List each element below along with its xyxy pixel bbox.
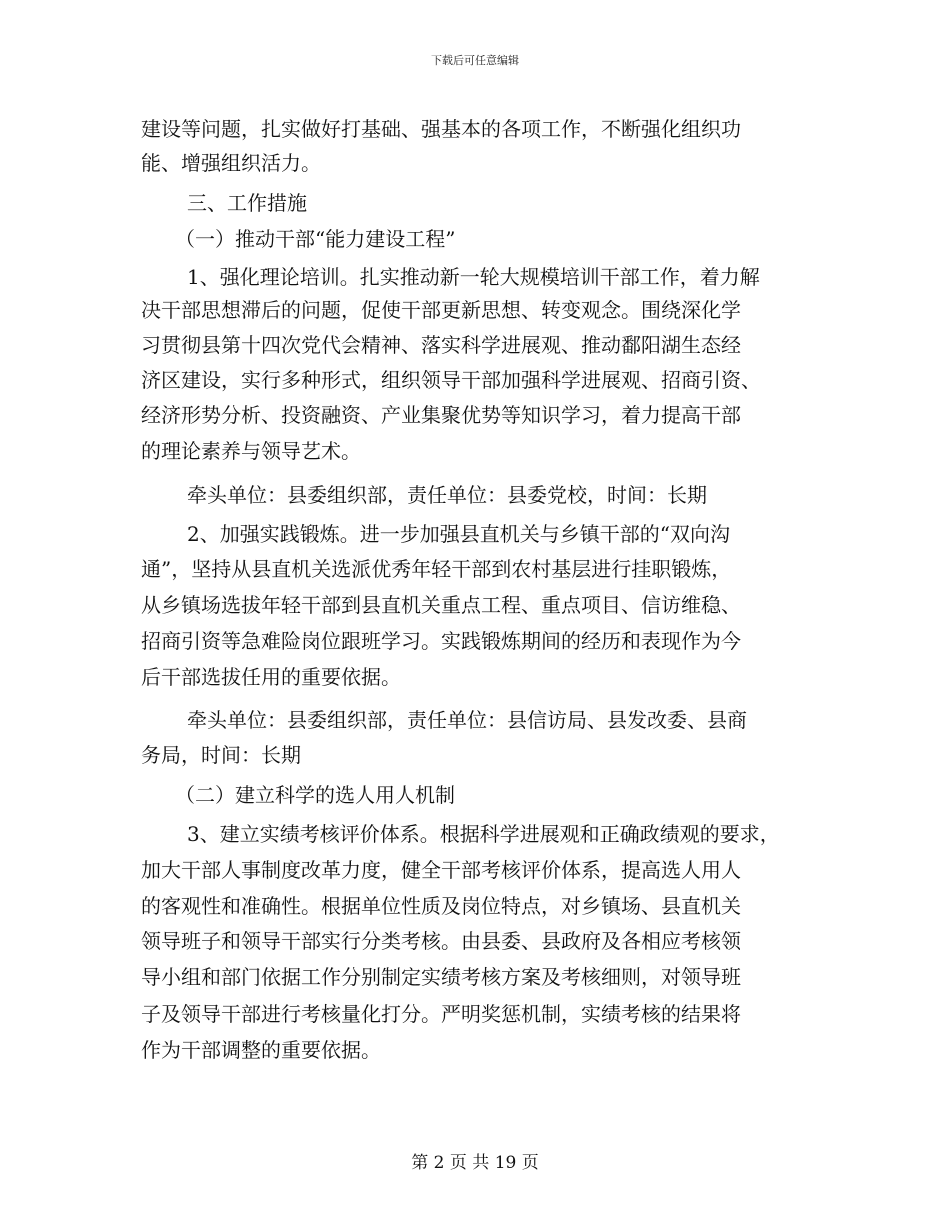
paragraph-line: 领导班子和领导干部实行分类考核。由县委、县政府及各相应考核领 bbox=[141, 929, 741, 953]
paragraph-line: 建设等问题，扎实做好打基础、强基本的各项工作，不断强化组织功 bbox=[141, 117, 741, 141]
paragraph-line: 经济形势分析、投资融资、产业集聚优势等知识学习，着力提高干部 bbox=[141, 403, 741, 427]
subsection-heading: （一）推动干部“能力建设工程” bbox=[175, 227, 456, 251]
paragraph-line: 作为干部调整的重要依据。 bbox=[141, 1038, 381, 1062]
paragraph-line: 从乡镇场选拔年轻干部到县直机关重点工程、重点项目、信访维稳、 bbox=[141, 593, 741, 617]
paragraph-line: 的理论素养与领导艺术。 bbox=[141, 439, 361, 463]
paragraph-line: 后干部选拔任用的重要依据。 bbox=[141, 665, 401, 689]
page-number-footer: 第 2 页 共 19 页 bbox=[411, 1153, 539, 1173]
responsibility-line: 牵头单位：县委组织部，责任单位：县信访局、县发改委、县商 bbox=[187, 708, 747, 732]
responsibility-line: 牵头单位：县委组织部，责任单位：县委党校，时间：长期 bbox=[187, 483, 707, 507]
paragraph-line: 导小组和部门依据工作分别制定实绩考核方案及考核细则，对领导班 bbox=[141, 965, 741, 989]
page-header: 下载后可任意编辑 bbox=[431, 54, 519, 67]
paragraph-line: 通”，坚持从县直机关选派优秀年轻干部到农村基层进行挂职锻炼， bbox=[141, 557, 732, 581]
paragraph-line: 习贯彻县第十四次党代会精神、落实科学进展观、推动鄱阳湖生态经 bbox=[141, 333, 741, 357]
paragraph-line: 子及领导干部进行考核量化打分。严明奖惩机制，实绩考核的结果将 bbox=[141, 1002, 741, 1026]
paragraph-line: 的客观性和准确性。根据单位性质及岗位特点，对乡镇场、县直机关 bbox=[141, 894, 741, 918]
paragraph-line: 决干部思想滞后的问题，促使干部更新思想、转变观念。围绕深化学 bbox=[141, 298, 741, 322]
paragraph-line: 招商引资等急难险岗位跟班学习。实践锻炼期间的经历和表现作为今 bbox=[141, 629, 741, 653]
paragraph-line: 3、建立实绩考核评价体系。根据科学进展观和正确政绩观的要求， bbox=[187, 822, 780, 846]
paragraph-line: 1、强化理论培训。扎实推动新一轮大规模培训干部工作，着力解 bbox=[187, 265, 760, 289]
paragraph-line: 2、加强实践锻炼。进一步加强县直机关与乡镇干部的“双向沟 bbox=[187, 522, 730, 546]
paragraph-line: 加大干部人事制度改革力度，健全干部考核评价体系，提高选人用人 bbox=[141, 858, 741, 882]
responsibility-line: 务局，时间：长期 bbox=[141, 743, 301, 767]
paragraph-line: 能、增强组织活力。 bbox=[141, 151, 321, 175]
section-heading: 三、工作措施 bbox=[187, 191, 307, 215]
paragraph-line: 济区建设，实行多种形式，组织领导干部加强科学进展观、招商引资、 bbox=[141, 368, 761, 392]
subsection-heading: （二）建立科学的选人用人机制 bbox=[175, 783, 455, 807]
